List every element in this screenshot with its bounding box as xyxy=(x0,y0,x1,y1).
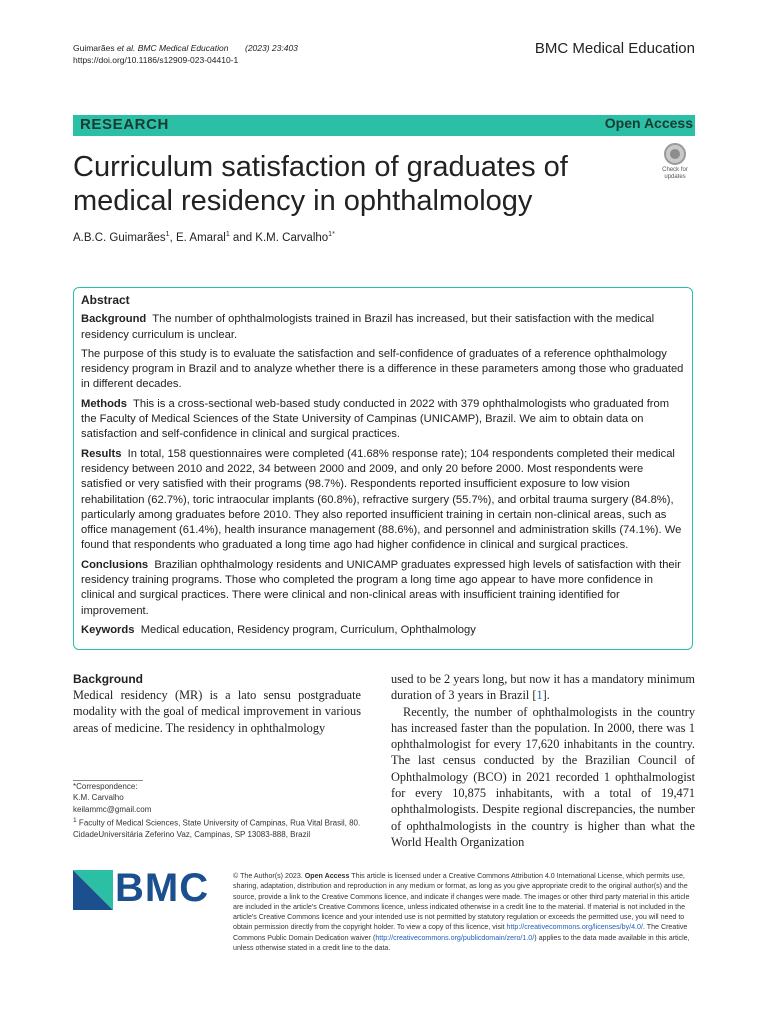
author-1[interactable]: A.B.C. Guimarães xyxy=(73,231,166,244)
correspondence-name: K.M. Carvalho xyxy=(73,793,124,803)
abstract-heading: Abstract xyxy=(81,293,130,307)
correspondence-email[interactable]: keilammc@gmail.com xyxy=(73,804,152,814)
correspondence-label: *Correspondence: xyxy=(73,782,138,791)
open-access-label: Open Access xyxy=(604,115,693,131)
license-notice: © The Author(s) 2023. Open Access This article is licensed under a Creative Commons Attribution 4.0 International License, which permits use, sharing, adaptation, distribution and reproduction in any medium or format, as long as you give appropriate credit to the original author(s) and the source, provide a link to the Creative Commons licence, and indicate if changes were made. The images or other third party material in this article are included in the article's Creative Commons licence, unless indicated otherwise in a credit line to the material. If material is not included in the article's Creative Commons licence and your intended use is not permitted by statutory regulation or exceeds the permitted use, you will need to obtain permission directly from the copyright holder. To view a copy of this licence, visit http://creativecommons.org/licenses/by/4.0/. The Creative Commons Public Domain Dedication waiver (http://creativecommons.org/publicdomain/zero/1.0/) applies to the data made available in this article, unless otherwise stated in a credit line to the data. xyxy=(233,872,690,953)
section-heading-background: Background xyxy=(73,672,144,686)
body-paragraph: Medical residency (MR) is a lato sensu postgraduate modality with the goal of medical improvement in various areas of medicine. The residency in ophthalmology xyxy=(73,688,361,735)
check-updates-icon xyxy=(664,143,686,165)
doi-link[interactable]: https://doi.org/10.1186/s12909-023-04410-1 xyxy=(73,55,239,65)
citation-header xyxy=(73,42,298,66)
article-type-label: RESEARCH xyxy=(80,116,169,133)
author-2[interactable]: , E. Amaral xyxy=(169,231,226,244)
citation-etal: et al. BMC Medical Education xyxy=(116,43,229,53)
abstract-methods: Methods This is a cross-sectional web-based study conducted in 2022 with 379 ophthalmologists who graduated from the Faculty of Medical Sciences of the State University of Campinas (UNICAMP), Brazil. We aim to obtain data on satisfaction and self-confidence in clinical and surgical practices. xyxy=(81,397,670,441)
abstract xyxy=(81,293,685,642)
body-right-column xyxy=(391,671,695,850)
bmc-logo-text: BMC xyxy=(115,866,210,910)
public-domain-link[interactable]: http://creativecommons.org/publicdomain/zero/1.0/ xyxy=(375,933,535,942)
abstract-background: Background The number of ophthalmologists trained in Brazil has increased, but their satisfaction with the medical residency curriculum is unclear. xyxy=(81,313,655,341)
check-for-updates-badge[interactable] xyxy=(655,143,695,181)
body-left-column xyxy=(73,672,361,736)
abstract-results: Results In total, 158 questionnaires were completed (41.68% response rate); 104 respondents completed their medical residency between 2010 and 2022, 34 between 2000 and 2009, and only 20 before 2000. Most respondents were satisfied or very satisfied with their programs (98.7%). Respondents reported insufficient exposure to low vision rehabilitation (62.7%), toric intraocular implants (60.8%), refractive surgery (55.7%), and orbital trauma surgery (84.8%), particularly among graduates before 2010. They also reported insufficient training in certain non-clinical areas, such as office management (61.4%), health insurance management (88.6%), and personnel and administration skills (74.1%). We found that respondents who graduated a long time ago had higher confidence in clinical and surgical practices. xyxy=(81,447,682,552)
license-link[interactable]: http://creativecommons.org/licenses/by/4.0/ xyxy=(506,923,643,932)
citation-authors: Guimarães xyxy=(73,43,115,53)
journal-name: BMC Medical Education xyxy=(534,40,695,57)
abstract-keywords: Keywords Medical education, Residency program, Curriculum, Ophthalmology xyxy=(81,623,476,636)
citation-year: (2023) 23:403 xyxy=(244,43,298,53)
check-updates-text: Check for updates xyxy=(662,167,688,180)
body-paragraph: used to be 2 years long, but now it has a mandatory minimum duration of 3 years in Brazil [1]. xyxy=(391,672,695,703)
abstract-conclusions: Conclusions Brazilian ophthalmology residents and UNICAMP graduates expressed high levels of satisfaction with their residency training programs. Those who completed the program a long time ago appear to have more confidence in clinical and surgical practices. There were clinical and non-clinical areas with insufficient training identified for improvement. xyxy=(81,558,681,617)
article-title: Curriculum satisfaction of graduates of medical residency in ophthalmology xyxy=(73,151,568,217)
bmc-logo xyxy=(73,866,213,912)
author-3[interactable]: and K.M. Carvalho xyxy=(229,231,329,244)
body-paragraph: Recently, the number of ophthalmologists in the country has increased faster than the population. In 2000, there was 1 ophthalmologist for every 17,620 inhabitants in the country. The last census conducted by the Brazilian Council of Ophthalmology (BCO) in 2021 recorded 1 ophthalmologist for every 10,875 inhabitants, with a total of 19,471 ophthalmologists. Despite regional discrepancies, the number of ophthalmologists in the country is higher than what the World Health Organization xyxy=(391,704,695,849)
reference-link[interactable]: 1 xyxy=(536,688,543,703)
affiliation: $^1$ Faculty of Medical Sciences, State University of Campinas, Rua Vital Brasil, 80. CidadeUniversitária Zeferino Vaz, Campinas, SP 13083-888, Brazil xyxy=(73,816,361,839)
bmc-logo-icon xyxy=(73,870,113,910)
correspondence xyxy=(73,781,373,840)
author-list: A.B.C. Guimarães$^1$, E. Amaral$^1$ and K.M. Carvalho$^{1*}$ xyxy=(73,231,335,244)
abstract-purpose: The purpose of this study is to evaluate the satisfaction and self-confidence of graduates of a reference ophthalmology residency program in Brazil and to analyze whether there is a difference in these parameters among those who graduated in different decades. xyxy=(81,347,684,391)
